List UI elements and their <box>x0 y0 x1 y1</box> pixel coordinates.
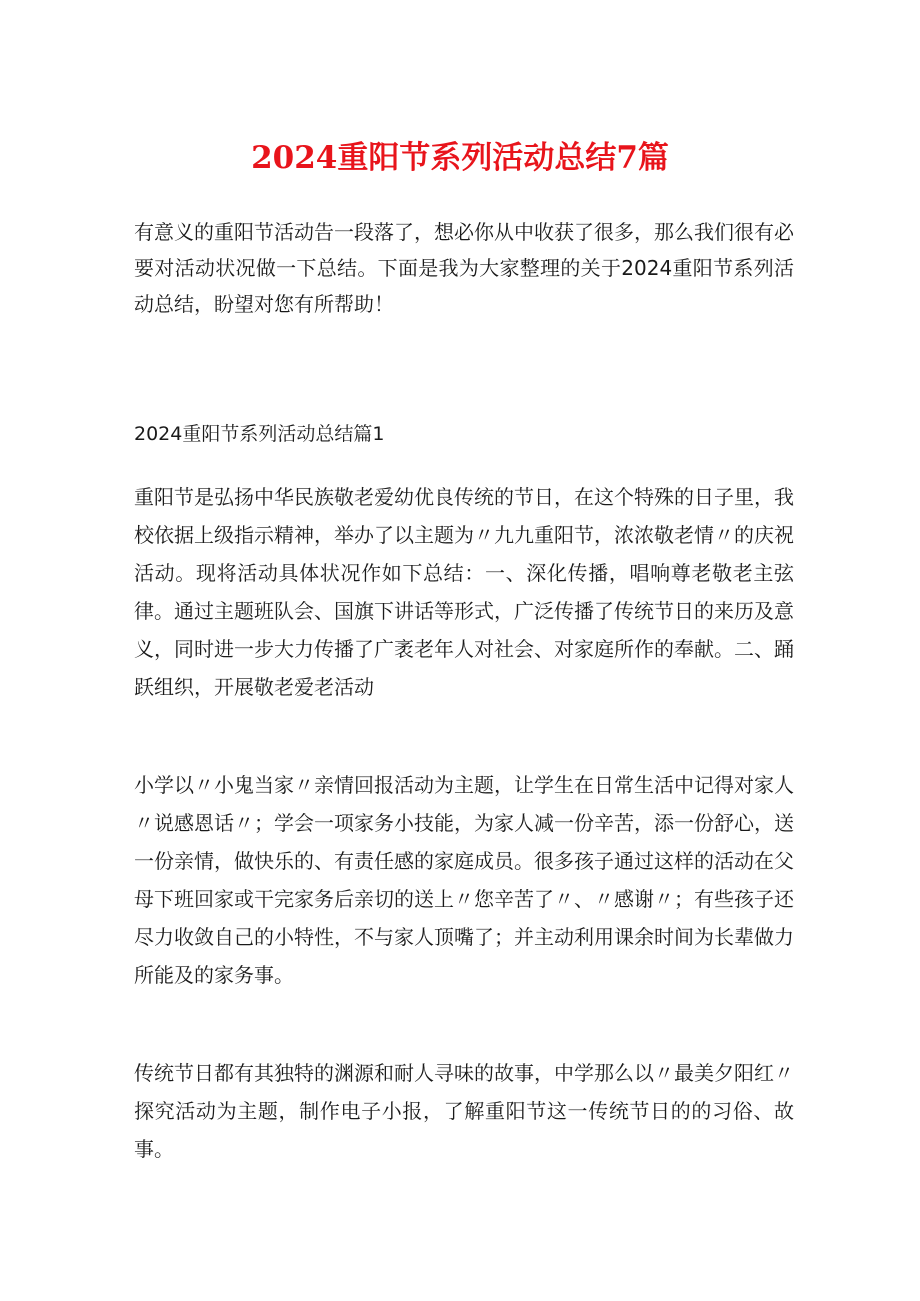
intro-paragraph: 有意义的重阳节活动告一段落了，想必你从中收获了很多，那么我们很有必要对活动状况做一下总结。下面是我为大家整理的关于2024重阳节系列活动总结，盼望对您有所帮助！ <box>134 220 794 316</box>
document-title: 2024重阳节系列活动总结7篇 <box>251 140 669 176</box>
body-paragraph-2: 小学以〃小鬼当家〃亲情回报活动为主题，让学生在日常生活中记得对家人〃说感恩话〃；学会一项家务小技能，为家人减一份辛苦，添一份舒心，送一份亲情，做快乐的、有责任感的家庭成员。很多孩子通过这样的活动在父母下班回家或干完家务后亲切的送上〃您辛苦了〃、〃感谢〃；有些孩子还尽力收敛自己的小特性，不与家人顶嘴了；并主动利用课余时间为长辈做力所能及的家务事。 <box>134 773 794 987</box>
body-paragraph-3: 传统节日都有其独特的渊源和耐人寻味的故事，中学那么以〃最美夕阳红〃探究活动为主题，制作电子小报，了解重阳节这一传统节日的的习俗、故事。 <box>134 1061 794 1161</box>
section-heading: 2024重阳节系列活动总结篇1 <box>134 423 385 445</box>
body-paragraph-1: 重阳节是弘扬中华民族敬老爱幼优良传统的节日，在这个特殊的日子里，我校依据上级指示精神，举办了以主题为〃九九重阳节，浓浓敬老情〃的庆祝活动。现将活动具体状况作如下总结：一、深化传播，唱响尊老敬老主弦律。通过主题班队会、国旗下讲话等形式，广泛传播了传统节日的来历及意义，同时进一步大力传播了广袤老年人对社会、对家庭所作的奉献。二、踊跃组织，开展敬老爱老活动 <box>134 485 794 699</box>
